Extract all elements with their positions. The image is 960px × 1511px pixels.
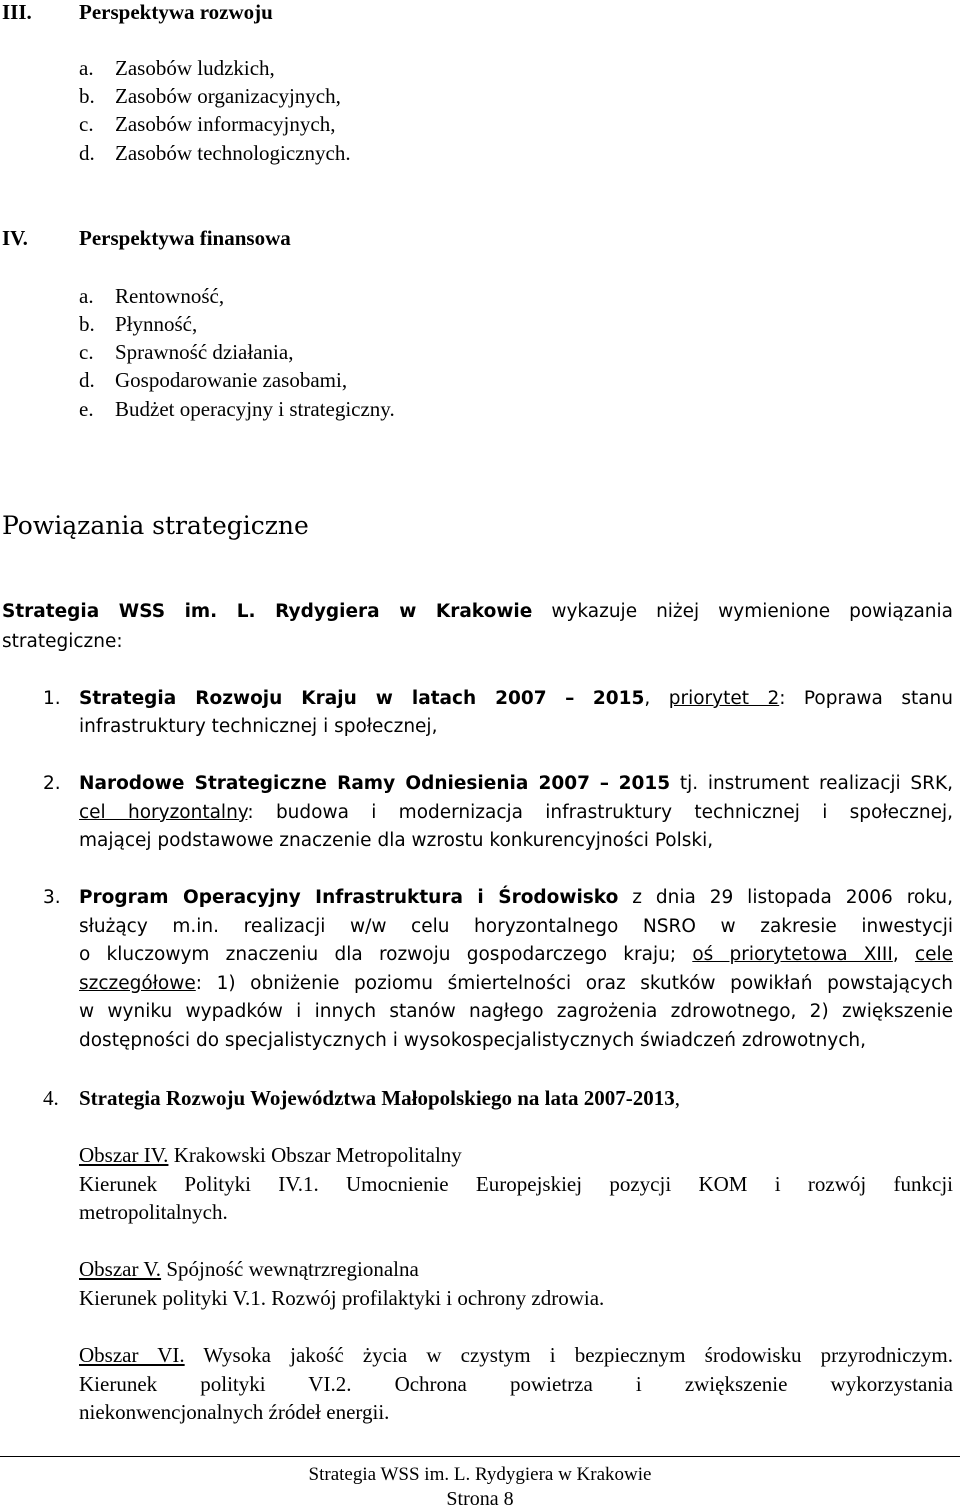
obszar-v-title: Spójność wewnątrzregionalna — [166, 1257, 419, 1281]
footer-divider — [0, 1456, 960, 1457]
item-1-line-2: infrastruktury technicznej i społecznej, — [79, 716, 438, 737]
list-item-letter: d. — [79, 368, 95, 392]
item-4-comma: , — [674, 1086, 680, 1110]
item-3-line-1 — [79, 887, 953, 908]
item-3-axis: oś priorytetowa XIII — [692, 944, 893, 965]
item-1-title: Strategia Rozwoju Kraju w latach 2007 — [79, 688, 547, 709]
item-2-title: Narodowe Strategiczne Ramy Odniesienia 2007 — [79, 773, 591, 794]
item-3-detailed: szczegółowe — [79, 973, 196, 994]
intro-line-1 — [2, 601, 953, 622]
list-item: Zasobów technologicznych. — [115, 141, 351, 165]
obszar-iv-line-2: Kierunek Polityki IV.1. Umocnienie Europejskiej pozycji KOM i rozwój funkcji — [79, 1172, 953, 1196]
obszar-vi-label: Obszar VI. — [79, 1343, 185, 1367]
obszar-iv-line-3: metropolitalnych. — [79, 1200, 228, 1224]
item-2-dash: – — [599, 773, 609, 794]
obszar-vi-line-1 — [79, 1343, 953, 1368]
obszar-iv-title: Krakowski Obszar Metropolitalny — [173, 1143, 462, 1167]
obszar-vi-title: Wysoka jakość życia w czystym i bezpiecznym środowisku przyrodniczym. — [203, 1343, 953, 1367]
footer-org: Strategia WSS im. L. Rydygiera w Krakowie — [308, 1464, 652, 1485]
list-item-letter: a. — [79, 284, 94, 308]
item-3-title: Program Operacyjny Infrastruktura i Środowisko — [79, 887, 619, 908]
list-item: Gospodarowanie zasobami, — [115, 368, 348, 392]
item-3-line-2a: służący m.in. — [79, 916, 220, 937]
item-2-goal: cel horyzontalny — [79, 802, 248, 823]
item-1-priority: priorytet 2 — [668, 688, 780, 709]
list-item: Zasobów organizacyjnych, — [115, 84, 341, 108]
item-3-goals: cele — [914, 944, 954, 965]
section-iv-title: Perspektywa finansowa — [79, 226, 291, 250]
item-4-title: Strategia Rozwoju Województwa Małopolskiego na lata 2007-2013 — [79, 1086, 675, 1110]
list-item: Zasobów ludzkich, — [115, 56, 275, 80]
obszar-v-line-1 — [79, 1257, 419, 1282]
item-3-line-4-rest: : 1) obniżenie poziomu śmiertelności oraz skutków powikłań powstających — [195, 973, 953, 994]
item-2-line-2 — [79, 802, 953, 823]
item-1-year: 2015 — [592, 688, 645, 709]
item-3-line-2b: realizacji w/w celu horyzontalnego NSRO w zakresie inwestycji — [243, 916, 953, 937]
list-item: Sprawność działania, — [115, 340, 294, 364]
item-2-line-3: mającej podstawowe znaczenie dla wzrostu konkurencyjności Polski, — [79, 830, 714, 851]
item-1-rest: : Poprawa stanu — [779, 688, 954, 709]
item-3-number: 3. — [43, 887, 61, 908]
obszar-iv-label: Obszar IV. — [79, 1143, 169, 1167]
item-1-comma: , — [644, 688, 651, 709]
item-3-sep: , — [892, 944, 899, 965]
list-item-letter: c. — [79, 112, 94, 136]
item-3-line-2 — [79, 916, 953, 937]
list-item-letter: b. — [79, 84, 95, 108]
item-3-line-5: w wyniku wypadków i innych stanów nagłego zagrożenia zdrowotnego, 2) zwiększenie — [79, 1001, 953, 1022]
intro-rest: wykazuje niżej wymienione powiązania — [551, 601, 953, 622]
footer-page-number: Strona 8 — [446, 1488, 514, 1510]
item-2-line-2-rest: : budowa i modernizacja infrastruktury technicznej i społecznej, — [247, 802, 953, 823]
item-3-line-6: dostępności do specjalistycznych i wysokospecjalistycznych świadczeń zdrowotnych, — [79, 1030, 867, 1051]
item-2-rest: tj. instrument realizacji SRK, — [679, 773, 953, 794]
item-4-number: 4. — [43, 1086, 59, 1110]
section-iii-title: Perspektywa rozwoju — [79, 0, 273, 24]
intro-line-2: strategiczne: — [2, 631, 123, 652]
item-1-line-1 — [79, 688, 953, 709]
obszar-v-label: Obszar V. — [79, 1257, 162, 1281]
item-1-number: 1. — [43, 688, 61, 709]
list-item: Płynność, — [115, 312, 198, 336]
item-4-line — [79, 1086, 680, 1111]
item-1-dash: – — [565, 688, 575, 709]
item-2-number: 2. — [43, 773, 61, 794]
item-3-rest: z dnia 29 listopada 2006 roku, — [632, 887, 953, 908]
list-item-letter: a. — [79, 56, 94, 80]
section-iii-number: III. — [2, 0, 32, 24]
list-item-letter: d. — [79, 141, 95, 165]
obszar-iv-line-1 — [79, 1143, 462, 1168]
list-item: Rentowność, — [115, 284, 225, 308]
obszar-vi-line-3: niekonwencjonalnych źródeł energii. — [79, 1400, 390, 1424]
list-item: Budżet operacyjny i strategiczny. — [115, 397, 395, 421]
section-heading: Powiązania strategiczne — [2, 511, 309, 540]
item-3-line-4 — [79, 973, 953, 994]
list-item-letter: c. — [79, 340, 94, 364]
item-2-line-1 — [79, 773, 953, 794]
item-3-line-3a: o kluczowym znaczeniu dla rozwoju gospodarczego kraju; — [79, 944, 677, 965]
list-item: Zasobów informacyjnych, — [115, 112, 336, 136]
list-item-letter: e. — [79, 397, 94, 421]
intro-bold: Strategia WSS im. L. Rydygiera w Krakowie — [2, 601, 533, 622]
list-item-letter: b. — [79, 312, 95, 336]
obszar-v-line-2: Kierunek polityki V.1. Rozwój profilaktyki i ochrony zdrowia. — [79, 1286, 605, 1310]
obszar-vi-line-2: Kierunek polityki VI.2. Ochrona powietrza i zwiększenie wykorzystania — [79, 1372, 953, 1396]
item-2-year: 2015 — [618, 773, 671, 794]
section-iv-number: IV. — [2, 226, 28, 250]
item-3-line-3 — [79, 944, 953, 965]
